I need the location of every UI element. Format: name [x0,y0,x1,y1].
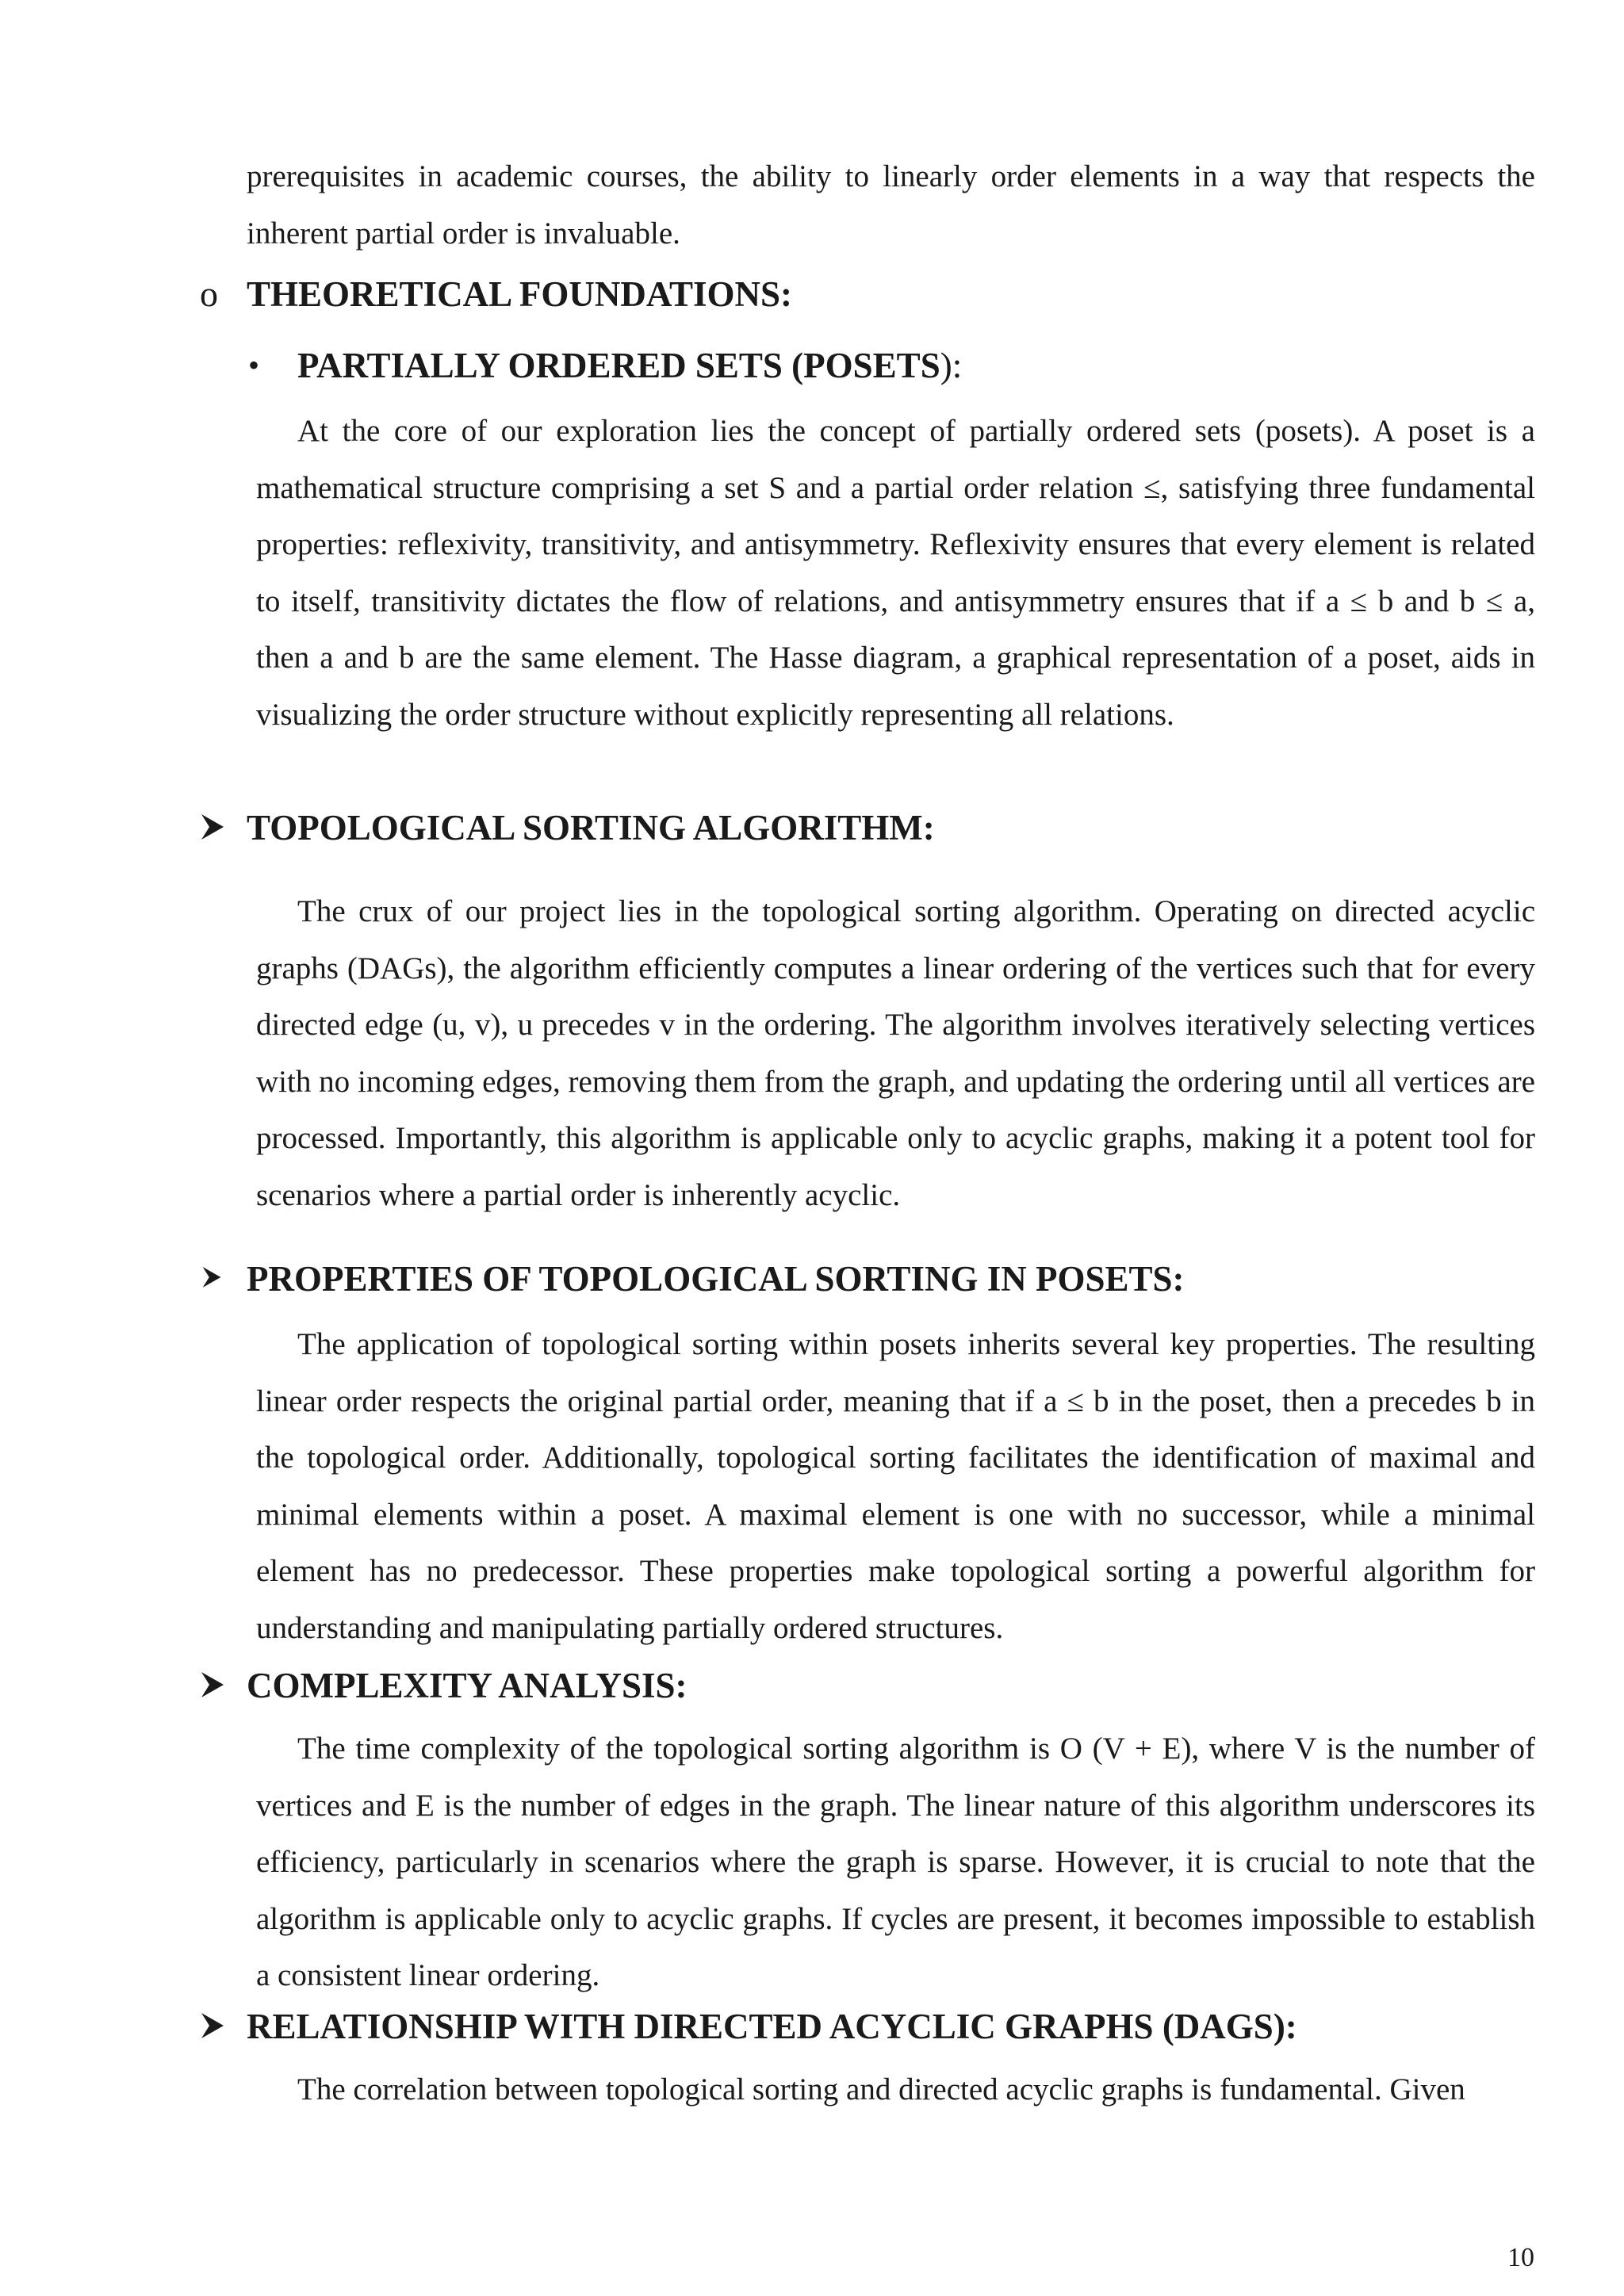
complexity-paragraph: The time complexity of the topological sorting algorithm is O (V + E), where V is the number of vertices and E is the number of edges in the graph. The linear nature of this algorithm underscores its efficiency, particularly in scenarios where the graph is sparse. However, it is crucial to note that the algorithm is applicable only to acyclic graphs. If cycles are present, it becomes impossible to establish a consistent linear ordering. [256,1732,1535,1992]
heading-posets [297,342,962,389]
arrowhead-bullet-icon [201,1265,222,1289]
dags-paragraph: The correlation between topological sorting and directed acyclic graphs is fundamental. Given [297,2072,1465,2107]
properties-paragraph: The application of topological sorting within posets inherits several key properties. The resulting linear order respects the original partial order, meaning that if a ≤ b in the poset, then a precedes b in the topological order. Additionally, topological sorting facilitates the identification of maximal and minimal elements within a poset. A maximal element is one with no successor, while a minimal element has no predecessor. These properties make topological sorting a powerful algorithm for understanding and manipulating partially ordered structures. [256,1327,1535,1645]
heading-theoretical-foundations: THEORETICAL FOUNDATIONS: [247,274,793,314]
heading-topological-sorting-algorithm: TOPOLOGICAL SORTING ALGORITHM: [247,808,935,848]
algorithm-paragraph: The crux of our project lies in the topological sorting algorithm. Operating on directed acyclic graphs (DAGs), the algorithm efficiently computes a linear ordering of the vertices such that for every directed edge (u, v), u precedes v in the ordering. The algorithm involves iteratively selecting vertices with no incoming edges, removing them from the graph, and updating the ordering until all vertices are processed. Importantly, this algorithm is applicable only to acyclic graphs, making it a potent tool for scenarios where a partial order is inherently acyclic. [256,894,1535,1212]
heading-relationship-dags: RELATIONSHIP WITH DIRECTED ACYCLIC GRAPHS (DAGS): [247,2007,1297,2046]
arrowhead-bullet-icon [200,813,225,841]
arrowhead-bullet-icon [200,2011,225,2040]
heading-posets-text: PARTIALLY ORDERED SETS (POSETS [297,346,940,385]
heading-posets-suffix: ): [940,346,963,385]
heading-properties: PROPERTIES OF TOPOLOGICAL SORTING IN POSETS: [247,1259,1185,1299]
filled-bullet-icon: • [248,347,260,383]
page-number: 10 [1507,2243,1534,2272]
posets-paragraph: At the core of our exploration lies the concept of partially ordered sets (posets). A poset is a mathematical structure comprising a set S and a partial order relation ≤, satisfying three fundamental properties: reflexivity, transitivity, and antisymmetry. Reflexivity ensures that every element is related to itself, transitivity dictates the flow of relations, and antisymmetry ensures that if a ≤ b and b ≤ a, then a and b are the same element. The Hasse diagram, a graphical representation of a poset, aids in visualizing the order structure without explicitly representing all relations. [256,414,1535,732]
hollow-circle-bullet-icon: o [200,274,218,314]
heading-complexity-analysis: COMPLEXITY ANALYSIS: [247,1666,688,1705]
arrowhead-bullet-icon [200,1670,225,1699]
intro-paragraph: prerequisites in academic courses, the ability to linearly order elements in a way that respects the inherent partial order is invaluable. [247,159,1535,251]
